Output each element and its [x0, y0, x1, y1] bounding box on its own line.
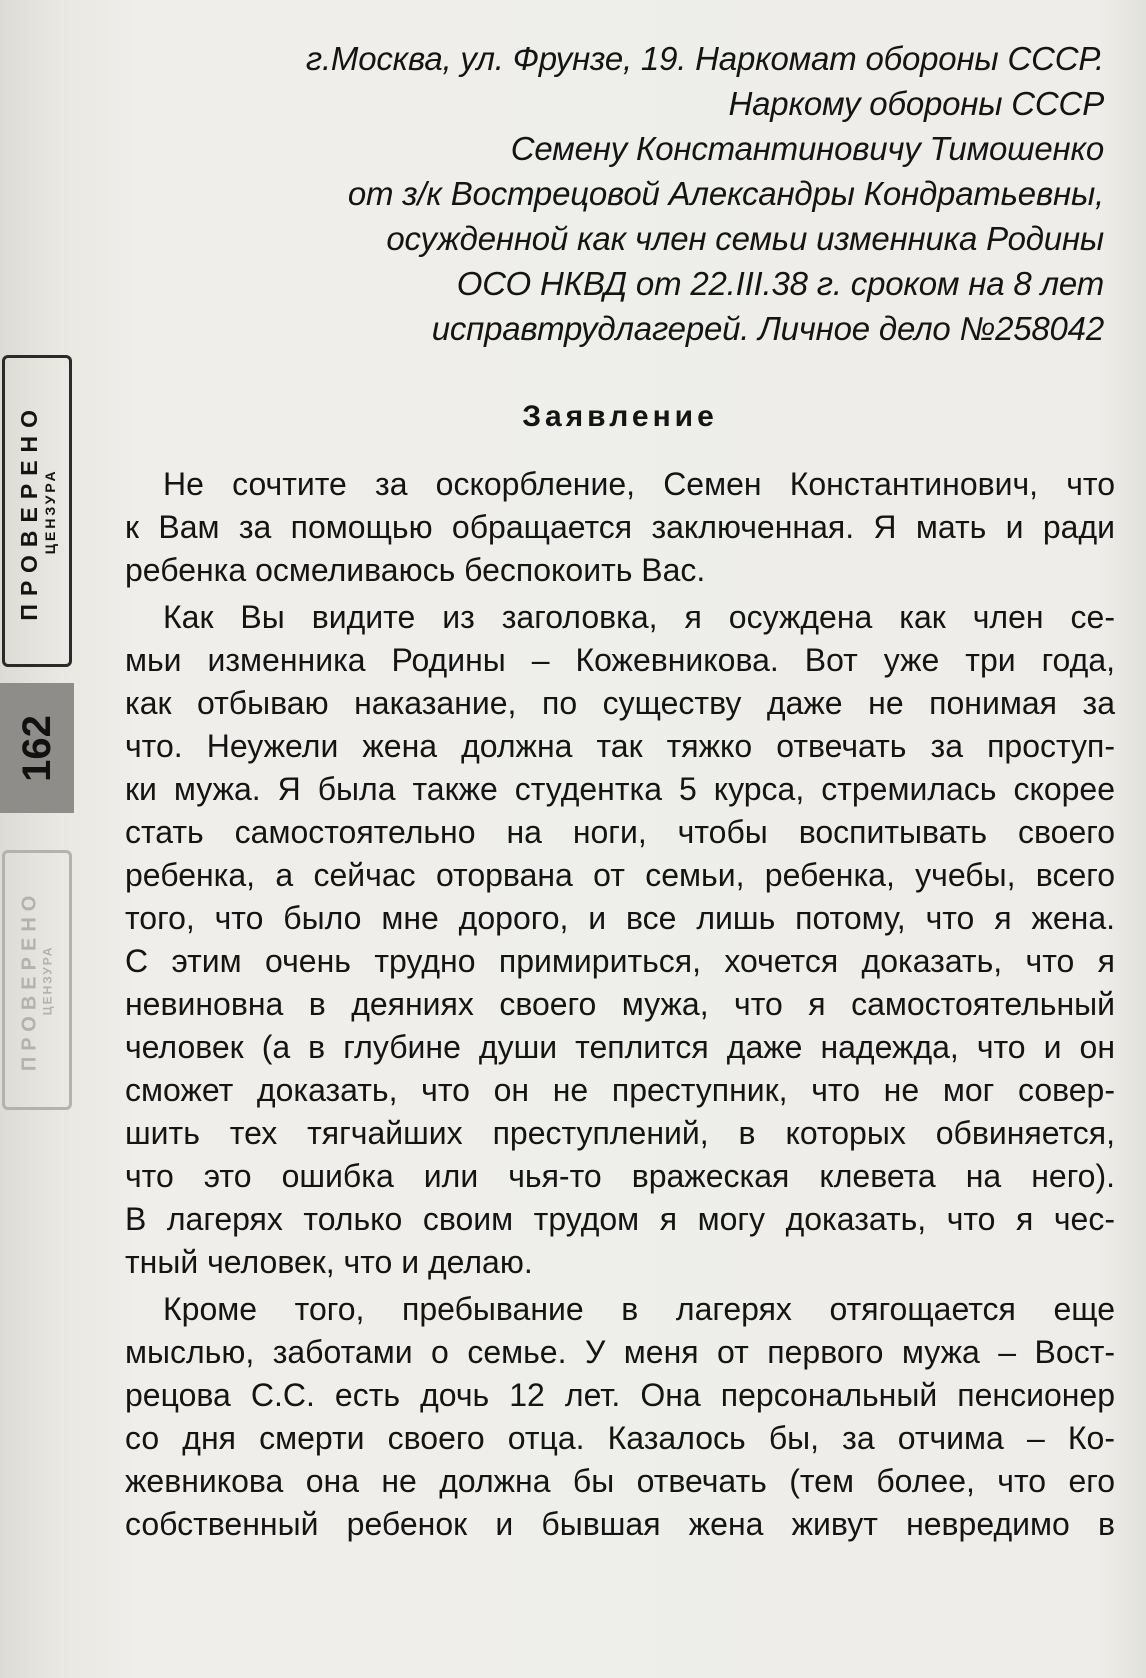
page-number-tab — [0, 683, 74, 813]
header-line: г.Москва, ул. Фрунзе, 19. Наркомат обороны СССР. — [305, 40, 1104, 77]
text-line: стать самостоятельно на ноги, чтобы воспитывать своего — [125, 814, 1115, 850]
text-line: ребенка, а сейчас оторвана от семьи, ребенка, учебы, всего — [125, 857, 1115, 893]
header-line: Наркому обороны СССР — [728, 85, 1104, 122]
paragraph-3 — [125, 1288, 1115, 1546]
document-title: Заявление — [522, 400, 718, 433]
text-line: мыслью, заботами о семье. У меня от первого мужа – Вост- — [125, 1334, 1115, 1370]
paragraph-1 — [125, 463, 1115, 592]
text-line: В лагерях только своим трудом я могу доказать, что я чес- — [125, 1201, 1115, 1237]
text-line: шить тех тягчайших преступлений, в которых обвиняется, — [125, 1115, 1115, 1151]
text-line: что это ошибка или чья-то вражеская клевета на него). — [125, 1158, 1115, 1194]
header-line: осужденной как член семьи изменника Родины — [386, 220, 1104, 257]
stamp-subtitle: ЦЕНЗУРА — [42, 468, 59, 554]
text-line: жевникова она не должна бы отвечать (тем более, что его — [125, 1463, 1115, 1499]
faded-stamp-word: ПРОВЕРЕНО — [18, 889, 41, 1071]
text-line: мьи изменника Родины – Кожевникова. Вот уже три года, — [125, 642, 1115, 678]
header-line: Семену Константиновичу Тимошенко — [510, 130, 1104, 167]
text-line: ребенка осмеливаюсь беспокоить Вас. — [125, 552, 706, 588]
text-line: собственный ребенок и бывшая жена живут невредимо в — [125, 1506, 1115, 1542]
paragraph-2 — [125, 596, 1115, 1284]
text-line: Кроме того, пребывание в лагерях отягощается еще — [163, 1291, 1115, 1327]
letter-body — [125, 463, 1115, 1546]
text-line: С этим очень трудно примириться, хочется доказать, что я — [125, 943, 1115, 979]
header-line: исправтрудлагерей. Личное дело №258042 — [431, 310, 1104, 347]
text-line: того, что было мне дорого, и все лишь потому, что я жена. — [125, 900, 1115, 936]
text-line: ки мужа. Я была также студентка 5 курса, стремилась скорее — [125, 771, 1115, 807]
text-line: рецова С.С. есть дочь 12 лет. Она персональный пенсионер — [125, 1377, 1115, 1413]
text-line: Не сочтите за оскорбление, Семен Константинович, что — [163, 466, 1115, 502]
text-line: невиновна в деяниях своего мужа, что я самостоятельный — [125, 986, 1115, 1022]
header-line: от з/к Вострецовой Александры Кондратьевны, — [347, 175, 1104, 212]
text-line: к Вам за помощью обращается заключенная. Я мать и ради — [125, 509, 1115, 545]
text-line: со дня смерти своего отца. Казалось бы, за отчима – Ко- — [125, 1420, 1115, 1456]
text-line: Как Вы видите из заголовка, я осуждена как член се- — [163, 599, 1115, 635]
text-line: тный человек, что и делаю. — [125, 1244, 533, 1280]
text-line: человек (а в глубине души теплится даже надежда, что и он — [125, 1029, 1115, 1065]
page-number: 162 — [14, 714, 59, 782]
text-line: что. Неужели жена должна так тяжко отвечать за проступ- — [125, 728, 1115, 764]
text-line: сможет доказать, что он не преступник, что не мог совер- — [125, 1072, 1115, 1108]
faded-stamp-subtitle: ЦЕНЗУРА — [40, 945, 55, 1015]
header-line: ОСО НКВД от 22.III.38 г. сроком на 8 лет — [456, 265, 1104, 302]
stamp-word: ПРОВЕРЕНО — [15, 401, 42, 621]
address-header — [280, 36, 1104, 351]
text-line: как отбываю наказание, по существу даже не понимая за — [125, 685, 1115, 721]
censorship-stamp — [2, 355, 72, 667]
faded-censorship-stamp — [2, 850, 72, 1110]
